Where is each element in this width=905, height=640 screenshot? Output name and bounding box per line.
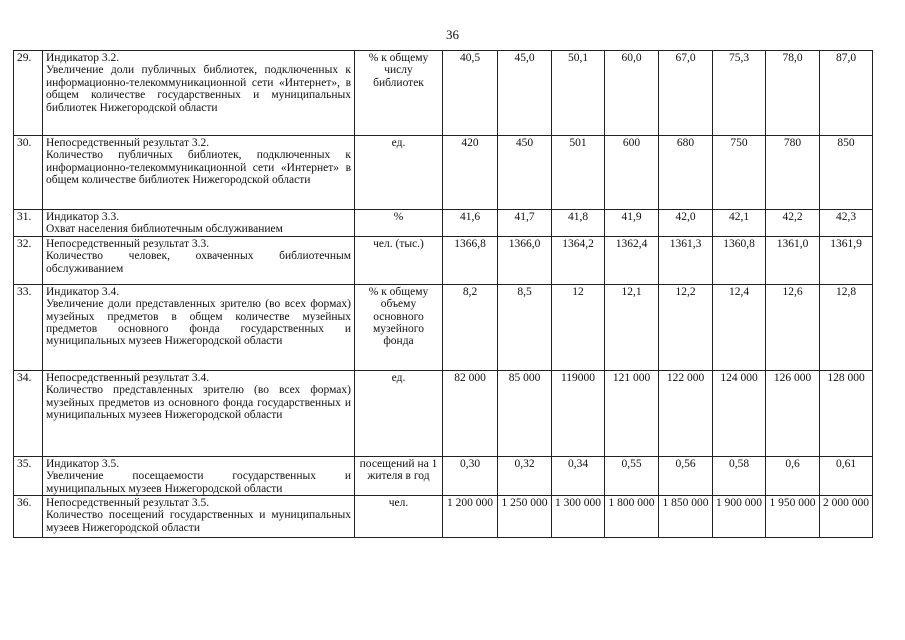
row-value: 680 — [659, 136, 713, 210]
row-value: 1 950 000 — [766, 496, 820, 538]
table-row — [14, 210, 873, 237]
row-value: 1 900 000 — [713, 496, 766, 538]
row-value: 78,0 — [766, 51, 820, 136]
row-title: Непосредственный результат 3.2. — [46, 137, 210, 149]
row-value: 1364,2 — [552, 236, 605, 284]
row-value: 67,0 — [659, 51, 713, 136]
row-text: Количество публичных библиотек, подключенных к информационно-телекоммуникационной сети «Интернет» в общем количестве библиотек Нижегородской области — [46, 149, 351, 187]
row-value: 0,58 — [713, 456, 766, 495]
row-text: Увеличение посещаемости государственных и муниципальных музеев Нижегородской области — [46, 470, 351, 495]
row-unit: ед. — [355, 370, 443, 456]
row-text: Количество представленных зрителю (во всех формах) музейных предметов из основного фонда государственных и муниципальных музеев Нижегородской области — [46, 384, 351, 422]
row-value: 0,32 — [498, 456, 552, 495]
row-unit: ед. — [355, 136, 443, 210]
row-number: 35. — [14, 456, 43, 495]
row-description — [43, 370, 355, 456]
row-title: Непосредственный результат 3.3. — [46, 237, 210, 250]
row-value: 122 000 — [659, 370, 713, 456]
row-title: Непосредственный результат 3.5. — [46, 497, 210, 510]
row-value: 12,4 — [713, 284, 766, 370]
row-description — [43, 456, 355, 495]
row-number: 36. — [14, 496, 43, 538]
row-number: 29. — [14, 51, 43, 136]
row-title: Индикатор 3.2. — [46, 52, 120, 64]
row-value: 121 000 — [605, 370, 659, 456]
row-unit: % к общему числу библиотек — [355, 51, 443, 136]
row-value: 42,1 — [713, 210, 766, 237]
row-value: 12 — [552, 284, 605, 370]
row-number: 30. — [14, 136, 43, 210]
row-title: Индикатор 3.4. — [46, 285, 120, 298]
row-value: 850 — [820, 136, 873, 210]
row-title: Индикатор 3.5. — [46, 457, 120, 470]
row-value: 41,7 — [498, 210, 552, 237]
indicators-table — [13, 50, 873, 538]
row-text: Охват населения библиотечным обслуживанием — [46, 223, 283, 236]
row-value: 1 250 000 — [498, 496, 552, 538]
row-value: 82 000 — [443, 370, 498, 456]
row-value: 8,5 — [498, 284, 552, 370]
table-row — [14, 51, 873, 136]
row-value: 1366,8 — [443, 236, 498, 284]
row-value: 450 — [498, 136, 552, 210]
row-description — [43, 210, 355, 237]
row-value: 1361,0 — [766, 236, 820, 284]
row-title: Индикатор 3.3. — [46, 211, 120, 223]
row-value: 0,61 — [820, 456, 873, 495]
row-value: 50,1 — [552, 51, 605, 136]
table-row — [14, 456, 873, 495]
row-number: 33. — [14, 284, 43, 370]
row-value: 0,30 — [443, 456, 498, 495]
row-value: 12,1 — [605, 284, 659, 370]
row-title: Непосредственный результат 3.4. — [46, 371, 210, 384]
row-value: 119000 — [552, 370, 605, 456]
row-value: 1366,0 — [498, 236, 552, 284]
row-unit: чел. — [355, 496, 443, 538]
row-value: 780 — [766, 136, 820, 210]
row-value: 42,2 — [766, 210, 820, 237]
row-value: 42,0 — [659, 210, 713, 237]
row-value: 1360,8 — [713, 236, 766, 284]
row-value: 0,55 — [605, 456, 659, 495]
row-value: 8,2 — [443, 284, 498, 370]
row-number: 31. — [14, 210, 43, 237]
row-value: 60,0 — [605, 51, 659, 136]
row-value: 1 850 000 — [659, 496, 713, 538]
row-value: 1 800 000 — [605, 496, 659, 538]
row-text: Увеличение доли публичных библиотек, подключенных к информационно-телекоммуникационной сети «Интернет», в общем количестве государственных и муниципальных библиотек Нижегородской области — [46, 64, 351, 114]
row-description — [43, 236, 355, 284]
row-value: 75,3 — [713, 51, 766, 136]
table-row — [14, 236, 873, 284]
row-text: Количество человек, охваченных библиотечным обслуживанием — [46, 250, 351, 275]
row-value: 0,6 — [766, 456, 820, 495]
row-value: 420 — [443, 136, 498, 210]
row-unit: % к общему объему основного музейного фонда — [355, 284, 443, 370]
row-value: 124 000 — [713, 370, 766, 456]
row-value: 87,0 — [820, 51, 873, 136]
page-number: 36 — [446, 27, 459, 42]
row-value: 128 000 — [820, 370, 873, 456]
row-unit: посещений на 1 жителя в год — [355, 456, 443, 495]
row-value: 12,8 — [820, 284, 873, 370]
row-value: 1 300 000 — [552, 496, 605, 538]
row-description — [43, 284, 355, 370]
row-value: 1361,3 — [659, 236, 713, 284]
row-value: 12,6 — [766, 284, 820, 370]
row-value: 0,34 — [552, 456, 605, 495]
table-row — [14, 496, 873, 538]
row-value: 1362,4 — [605, 236, 659, 284]
row-number: 32. — [14, 236, 43, 284]
row-value: 85 000 — [498, 370, 552, 456]
row-value: 12,2 — [659, 284, 713, 370]
row-description — [43, 51, 355, 136]
row-value: 501 — [552, 136, 605, 210]
row-value: 1 200 000 — [443, 496, 498, 538]
row-value: 0,56 — [659, 456, 713, 495]
row-text: Количество посещений государственных и муниципальных музеев Нижегородской области — [46, 509, 351, 534]
table-body — [14, 51, 873, 538]
row-value: 41,9 — [605, 210, 659, 237]
row-value: 1361,9 — [820, 236, 873, 284]
row-description — [43, 136, 355, 210]
row-value: 126 000 — [766, 370, 820, 456]
row-value: 750 — [713, 136, 766, 210]
row-text: Увеличение доли представленных зрителю (во всех формах) музейных предметов в общем количестве музейных предметов основного фонда государственных и муниципальных музеев Нижегородской области — [46, 298, 351, 348]
row-unit: чел. (тыс.) — [355, 236, 443, 284]
row-description — [43, 496, 355, 538]
row-value: 45,0 — [498, 51, 552, 136]
table-row — [14, 370, 873, 456]
row-value: 2 000 000 — [820, 496, 873, 538]
row-value: 40,5 — [443, 51, 498, 136]
row-unit: % — [355, 210, 443, 237]
row-value: 42,3 — [820, 210, 873, 237]
row-value: 41,8 — [552, 210, 605, 237]
row-value: 41,6 — [443, 210, 498, 237]
table-row — [14, 284, 873, 370]
row-number: 34. — [14, 370, 43, 456]
table-row — [14, 136, 873, 210]
row-value: 600 — [605, 136, 659, 210]
